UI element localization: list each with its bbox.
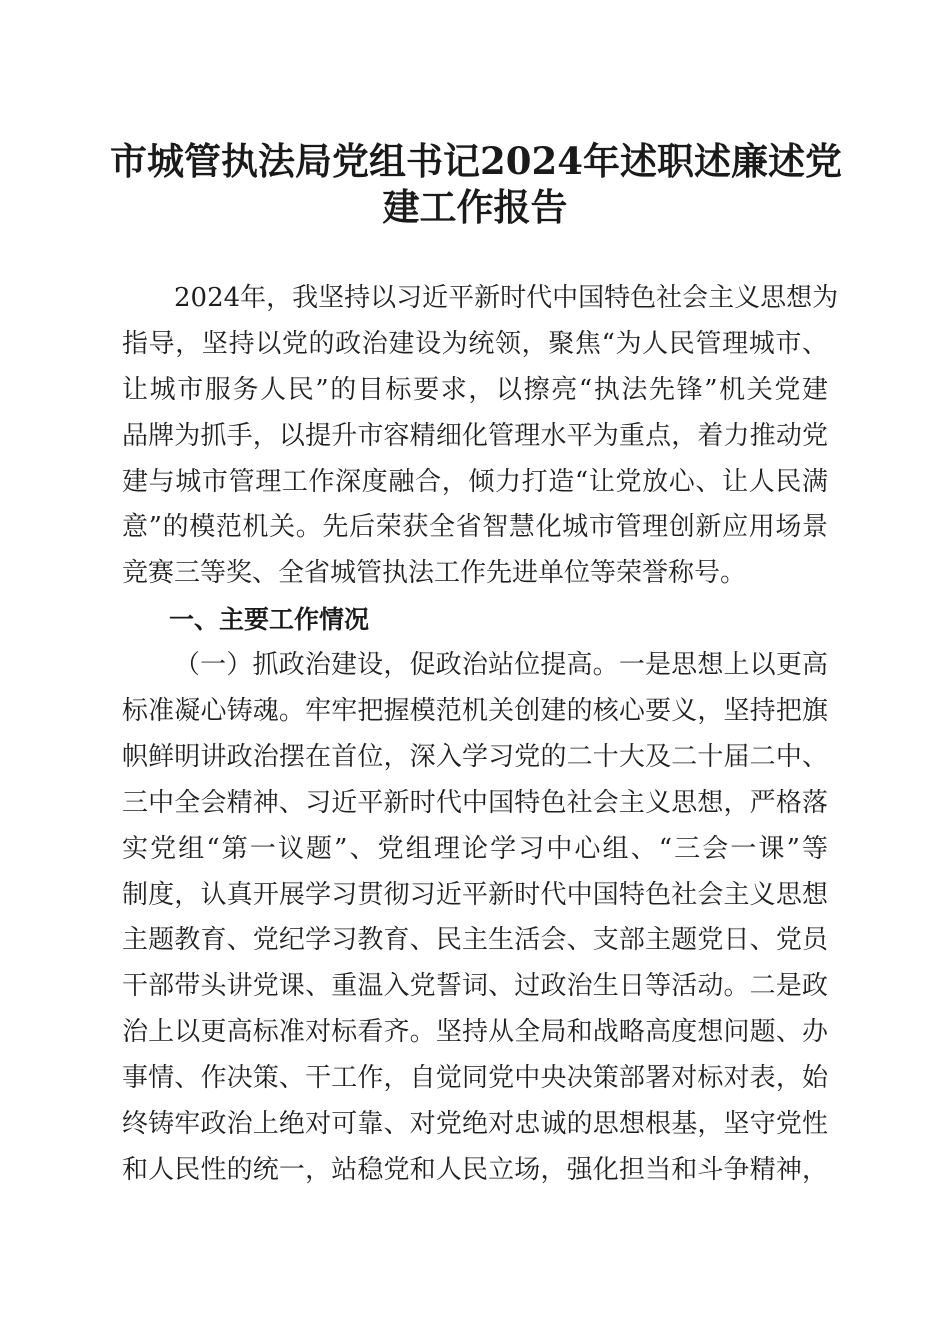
paragraph-line: 帜鲜明讲政治摆在首位，深入学习党的二十大及二十届二中、	[122, 741, 828, 772]
title-line: 建工作报告	[382, 185, 568, 229]
paragraph-line: 终铸牢政治上绝对可靠、对党绝对忠诚的思想根基，坚守党性	[122, 1109, 828, 1140]
paragraph-line: 竞赛三等奖、全省城管执法工作先进单位等荣誉称号。	[122, 558, 747, 589]
paragraph-line: 建与城市管理工作深度融合，倾力打造“让党放心、让人民满	[122, 466, 828, 497]
intro-paragraph	[122, 276, 839, 597]
paragraph-line: 主题教育、党纪学习教育、民主生活会、支部主题党日、党员	[122, 925, 828, 956]
paragraph-line: 三中全会精神、习近平新时代中国特色社会主义思想，严格落	[122, 787, 828, 818]
paragraph-line: （一）抓政治建设，促政治站位提高。一是思想上以更高	[174, 650, 828, 681]
section-paragraph	[122, 643, 828, 1194]
paragraph-line: 标准凝心铸魂。牢牢把握模范机关创建的核心要义，坚持把旗	[122, 696, 828, 727]
section-heading: 一、主要工作情况	[169, 605, 370, 635]
paragraph-line: 事情、作决策、干工作，自觉同党中央决策部署对标对表，始	[122, 1063, 828, 1094]
paragraph-line: 指导，坚持以党的政治建设为统领，聚焦“为人民管理城市、	[122, 328, 828, 359]
paragraph-line: 品牌为抓手，以提升市容精细化管理水平为重点，着力推动党	[122, 420, 828, 451]
paragraph-line: 治上以更高标准对标看齐。坚持从全局和战略高度想问题、办	[122, 1017, 828, 1048]
paragraph-line: 干部带头讲党课、重温入党誓词、过政治生日等活动。二是政	[122, 971, 828, 1002]
paragraph-line: 2024年，我坚持以习近平新时代中国特色社会主义思想为	[174, 283, 839, 313]
paragraph-line: 让城市服务人民”的目标要求，以擦亮“执法先锋”机关党建	[122, 374, 828, 405]
paragraph-line: 制度，认真开展学习贯彻习近平新时代中国特色社会主义思想	[122, 879, 828, 910]
paragraph-line: 和人民性的统一，站稳党和人民立场，强化担当和斗争精神，	[122, 1154, 828, 1185]
document-body	[122, 276, 839, 1194]
title-line: 市城管执法局党组书记2024年述职述廉述党	[110, 139, 842, 183]
paragraph-line: 意”的模范机关。先后荣获全省智慧化城市管理创新应用场景	[122, 512, 828, 543]
document-title	[110, 138, 840, 230]
paragraph-line: 实党组“第一议题”、党组理论学习中心组、“三会一课”等	[122, 833, 828, 864]
